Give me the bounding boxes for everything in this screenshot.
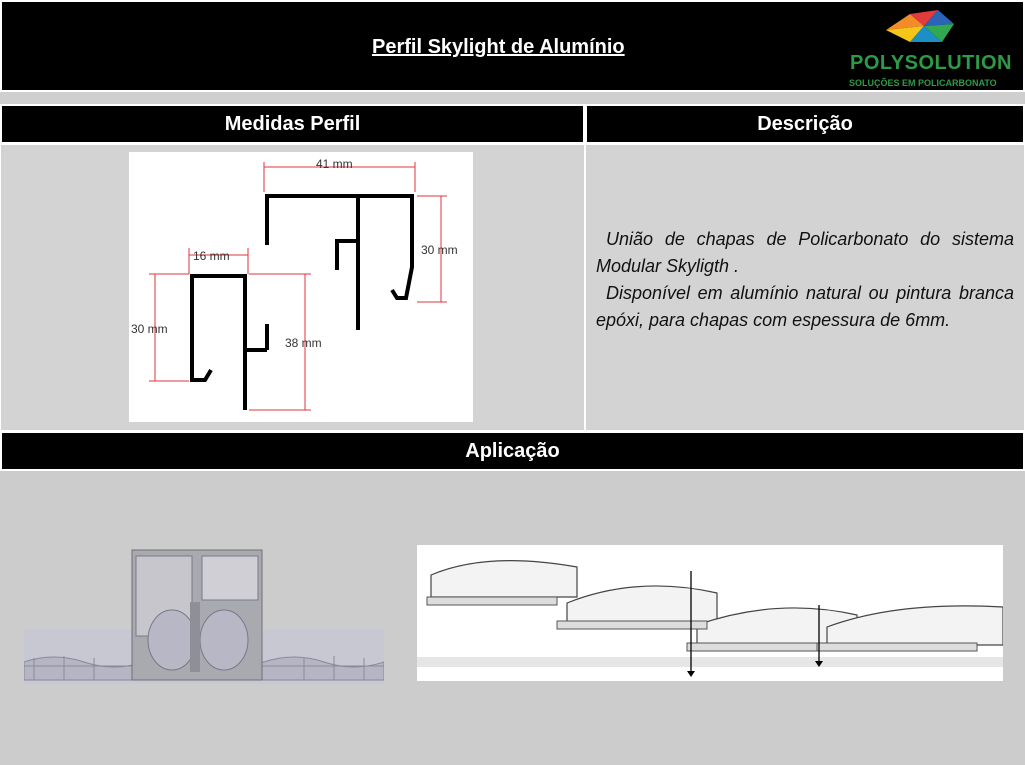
profile-cross-section-photo <box>24 544 384 690</box>
dim-left-label: 30 mm <box>131 322 168 336</box>
description-paragraph-2: Disponível em alumínio natural ou pintura branca epóxi, para chapas com espessura de 6mm. <box>596 283 1014 330</box>
polysolution-logo-icon <box>880 8 960 52</box>
application-head <box>0 431 1025 471</box>
column-head-description <box>585 104 1025 144</box>
column-head-measures <box>0 104 585 144</box>
skylight-assembly-drawing <box>417 545 1003 681</box>
application-title: Aplicação <box>465 439 560 462</box>
description-text <box>596 226 1014 334</box>
dim-middle-label: 38 mm <box>285 336 322 350</box>
dim-top-label: 41 mm <box>316 157 353 171</box>
spacer-band <box>0 92 1025 104</box>
column-head-measures-label: Medidas Perfil <box>224 112 361 135</box>
column-head-description-label: Descrição <box>757 112 853 135</box>
page-title: Perfil Skylight de Alumínio <box>372 36 625 58</box>
dim-right-label: 30 mm <box>421 243 458 257</box>
logo-subtitle: SOLUÇÕES EM POLICARBONATO <box>849 78 997 88</box>
dim-small-label: 16 mm <box>193 249 230 263</box>
description-paragraph-1: União de chapas de Policarbonato do sistema Modular Skyligth . <box>596 229 1014 276</box>
logo-wordmark: POLYSOLUTION <box>850 52 1012 74</box>
profile-dimension-diagram <box>129 152 473 422</box>
